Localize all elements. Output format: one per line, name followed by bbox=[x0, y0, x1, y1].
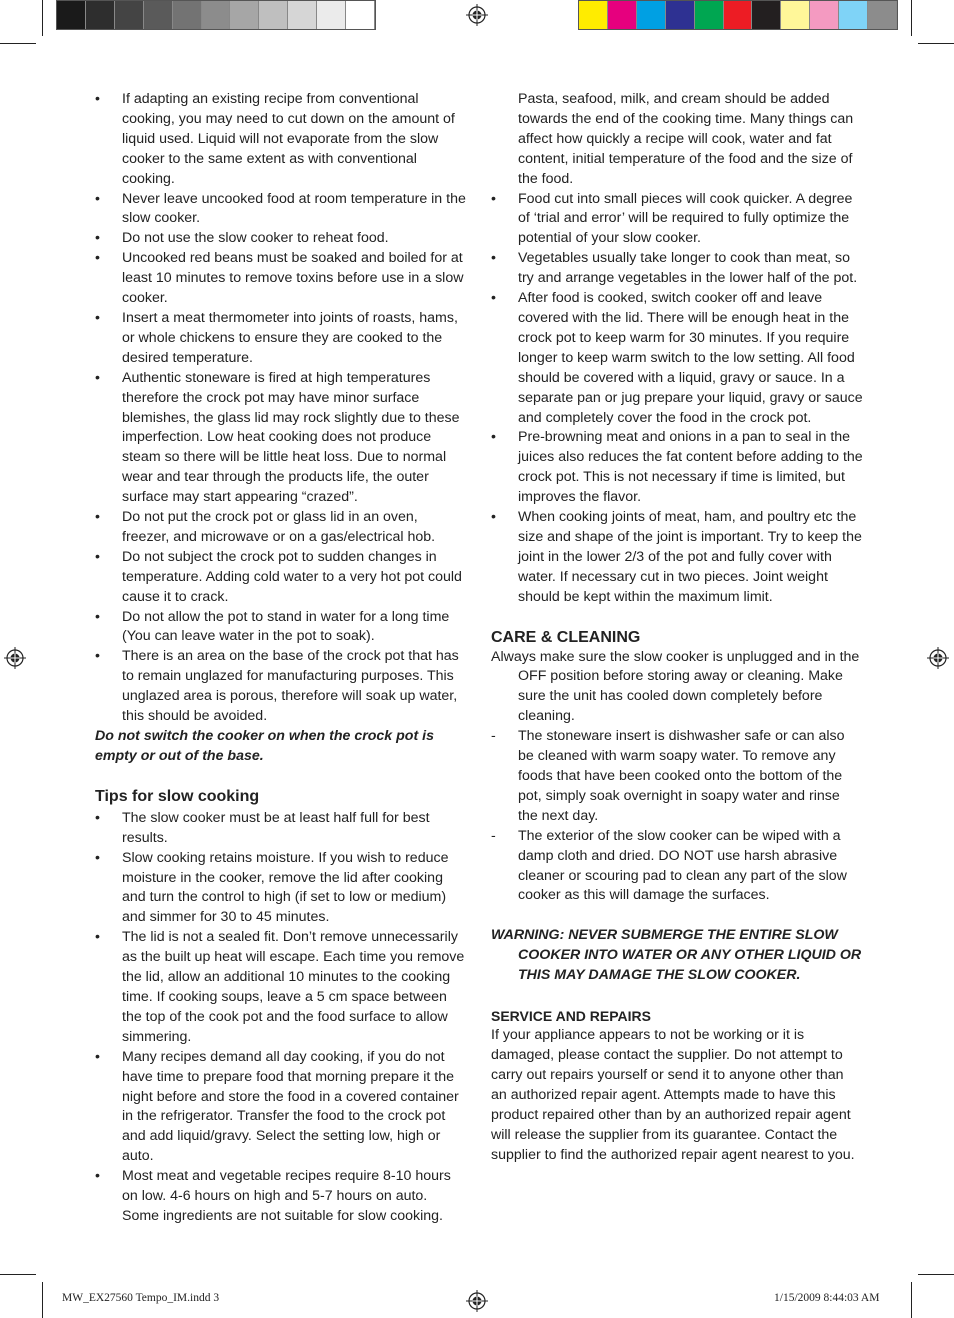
registration-mark-icon bbox=[466, 1290, 488, 1312]
list-item: • Do not subject the crock pot to sudden changes in temperature. Adding cold water to a very hot pot could cause it to crack. bbox=[95, 548, 467, 608]
safety-bullet-list bbox=[95, 90, 467, 727]
list-item: • If adapting an existing recipe from conventional cooking, you may need to cut down on the amount of liquid used. Liquid will not evaporate from the slow cooker to the same extent as with conventional cooking. bbox=[95, 90, 467, 190]
crop-mark bbox=[918, 1274, 954, 1275]
color-swatch bbox=[666, 1, 695, 29]
list-item: • When cooking joints of meat, ham, and poultry etc the size and shape of the joint is important. Try to keep the joint in the lower 2/3 of the pot and fully cover with water. If necessary cut in two pieces. Joint weight should be kept within the maximum limit. bbox=[491, 508, 863, 608]
list-item: • Food cut into small pieces will cook quicker. A degree of ‘trial and error’ will be required to fully optimize the potential of your slow cooker. bbox=[491, 190, 863, 250]
crop-mark bbox=[0, 1274, 36, 1275]
list-item: - The exterior of the slow cooker can be wiped with a damp cloth and dried. DO NOT use harsh abrasive cleaner or scouring pad to clean any part of the slow cooker as this will damage the surfaces. bbox=[491, 827, 863, 907]
list-item: • Authentic stoneware is fired at high temperatures therefore the crock pot may have minor surface blemishes, the glass lid may rock slightly due to these imperfection. Low heat cooking does not produce steam so there will be little heat loss. Due to normal wear and tear through the products life, the outer surface may start appearing “crazed”. bbox=[95, 369, 467, 508]
color-swatch bbox=[752, 1, 781, 29]
list-item: • Do not allow the pot to stand in water for a long time (You can leave water in the pot to soak). bbox=[95, 608, 467, 648]
list-item: • Do not put the crock pot or glass lid in an oven, freezer, and microwave or on a gas/electrical hob. bbox=[95, 508, 467, 548]
color-swatch bbox=[115, 1, 144, 29]
color-swatch bbox=[637, 1, 666, 29]
color-swatch bbox=[695, 1, 724, 29]
color-swatch bbox=[781, 1, 810, 29]
color-swatch bbox=[579, 1, 608, 29]
registration-mark-icon bbox=[4, 647, 26, 669]
right-column bbox=[491, 90, 863, 1165]
crop-mark bbox=[918, 43, 954, 44]
list-item: • Insert a meat thermometer into joints of roasts, hams, or whole chickens to ensure they are cooked to the desired temperature. bbox=[95, 309, 467, 369]
color-swatch bbox=[230, 1, 259, 29]
submerge-warning: WARNING: NEVER SUBMERGE THE ENTIRE SLOW COOKER INTO WATER OR ANY OTHER LIQUID OR THIS MAY DAMAGE THE SLOW COOKER. bbox=[491, 927, 862, 984]
color-swatch bbox=[144, 1, 173, 29]
list-item: • Pre-browning meat and onions in a pan to seal in the juices also reduces the fat content before adding to the crock pot. This is not necessary if time is limited, but improves the flavor. bbox=[491, 428, 863, 508]
footer-filename: MW_EX27560 Tempo_IM.indd 3 bbox=[62, 1292, 220, 1304]
crop-mark bbox=[42, 0, 43, 36]
color-swatch bbox=[346, 1, 375, 29]
color-swatch bbox=[810, 1, 839, 29]
care-cleaning-heading: CARE & CLEANING bbox=[491, 628, 641, 646]
color-swatch bbox=[86, 1, 115, 29]
color-swatch bbox=[317, 1, 346, 29]
list-item: • There is an area on the base of the crock pot that has to remain unglazed for manufacturing purposes. This unglazed area is porous, therefore will soak up water, this should be avoided. bbox=[95, 647, 467, 727]
care-dash-list bbox=[491, 727, 863, 906]
list-item: • Slow cooking retains moisture. If you wish to reduce moisture in the cooker, remove the lid after cooking and turn the control to high (if set to low or medium) and simmer for 30 to 45 minutes. bbox=[95, 849, 467, 929]
list-item: • The slow cooker must be at least half full for best results. bbox=[95, 809, 467, 849]
empty-pot-warning: Do not switch the cooker on when the crock pot is empty or out of the base. bbox=[95, 728, 434, 764]
color-swatch bbox=[173, 1, 202, 29]
list-item: - The stoneware insert is dishwasher safe or can also be cleaned with warm soapy water. To remove any foods that have been cooked onto the bottom of the pot, simply soak overnight in soapy water and rinse the next day. bbox=[491, 727, 863, 827]
crop-mark bbox=[42, 1282, 43, 1318]
crop-mark bbox=[911, 0, 912, 36]
color-swatch bbox=[57, 1, 86, 29]
list-item: • Never leave uncooked food at room temperature in the slow cooker. bbox=[95, 190, 467, 230]
left-column bbox=[95, 90, 467, 1227]
list-item: • Many recipes demand all day cooking, if you do not have time to prepare food that morning prepare it the night before and store the food in a covered container in the refrigerator. Transfer the food to the crock pot and add liquid/gravy. Select the setting low, high or auto. bbox=[95, 1048, 467, 1167]
color-swatch bbox=[724, 1, 753, 29]
tips-continuation: Pasta, seafood, milk, and cream should be added towards the end of the cooking time. Many things can affect how quickly a recipe will cook, water and fat content, initial temperature of the food and the size of the food. bbox=[518, 91, 854, 187]
tips-heading: Tips for slow cooking bbox=[95, 787, 260, 805]
list-item: • Vegetables usually take longer to cook than meat, so try and arrange vegetables in the lower half of the pot. bbox=[491, 249, 863, 289]
color-swatch bbox=[839, 1, 868, 29]
color-swatch bbox=[259, 1, 288, 29]
grayscale-color-bar bbox=[56, 0, 376, 30]
color-swatch bbox=[202, 1, 231, 29]
list-item: • After food is cooked, switch cooker off and leave covered with the lid. There will be enough heat in the crock pot to keep warm for 30 minutes. If you require longer to keep warm switch to the low setting. All food should be covered with a liquid, gravy or sauce. In a separate pan or jug prepare your liquid, gravy or sauce and completely cover the food in the crock pot. bbox=[491, 289, 863, 428]
color-swatch bbox=[868, 1, 897, 29]
color-swatch bbox=[608, 1, 637, 29]
crop-mark bbox=[0, 43, 36, 44]
list-item: • The lid is not a sealed fit. Don’t remove unnecessarily as the built up heat will escape. Each time you remove the lid, allow an additional 10 minutes to the cooking time. If cooking soups, leave a 5 cm space between the top of the cook pot and the food surface to allow simmering. bbox=[95, 928, 467, 1047]
crop-mark bbox=[911, 1282, 912, 1318]
color-swatch bbox=[288, 1, 317, 29]
service-text: If your appliance appears to not be working or it is damaged, please contact the supplier. Do not attempt to carry out repairs yourself or send it to anyone other than an authorized repair agent. Attempts made to have this product repaired other than by an authorized repair agent will release the supplier from its guarantee. Contact the supplier to find the authorized repair agent nearest to you. bbox=[491, 1027, 855, 1163]
list-item: • Uncooked red beans must be soaked and boiled for at least 10 minutes to remove toxins before use in a slow cooker. bbox=[95, 249, 467, 309]
tips-bullet-list-continued bbox=[491, 190, 863, 608]
list-item: • Most meat and vegetable recipes require 8-10 hours on low. 4-6 hours on high and 5-7 hours on auto. Some ingredients are not suitable for slow cooking. bbox=[95, 1167, 467, 1227]
service-heading: SERVICE AND REPAIRS bbox=[491, 1008, 651, 1025]
registration-mark-icon bbox=[927, 647, 949, 669]
care-intro: Always make sure the slow cooker is unplugged and in the OFF position before storing away or cleaning. Make sure the unit has cooled down completely before cleaning. bbox=[491, 648, 860, 725]
registration-mark-icon bbox=[466, 4, 488, 26]
footer-timestamp: 1/15/2009 8:44:03 AM bbox=[774, 1292, 880, 1304]
process-color-bar bbox=[578, 0, 898, 30]
tips-bullet-list bbox=[95, 809, 467, 1227]
list-item: • Do not use the slow cooker to reheat food. bbox=[95, 229, 467, 249]
